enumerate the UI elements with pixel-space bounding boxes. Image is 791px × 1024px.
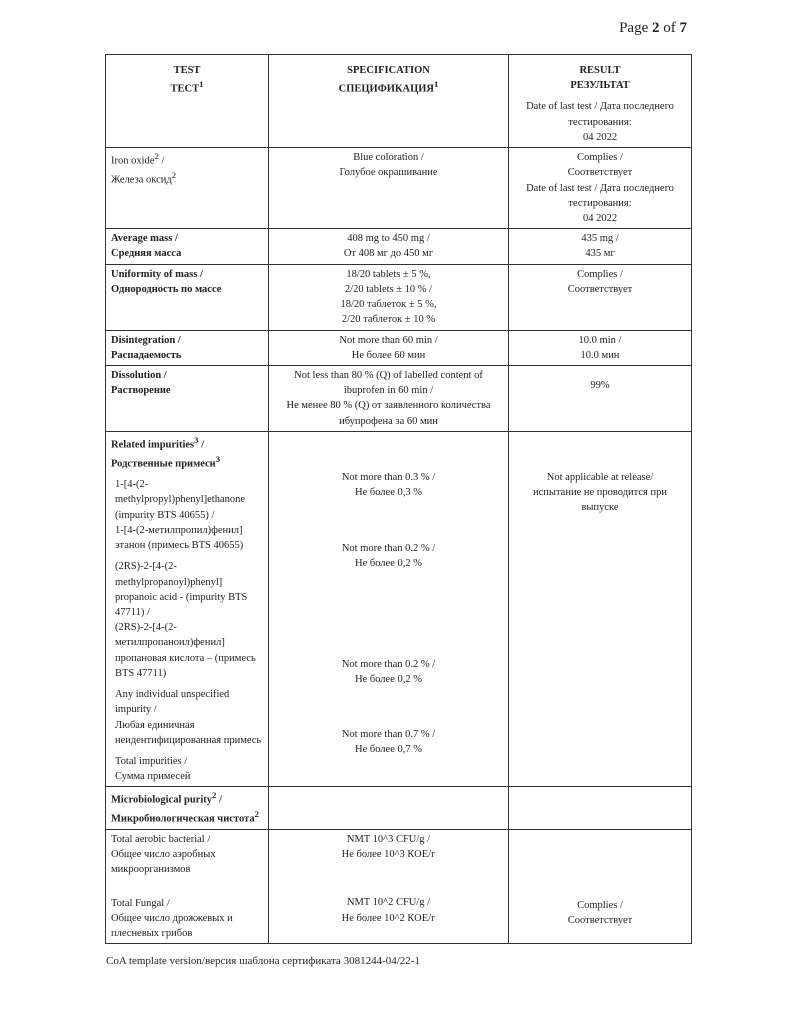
coa-table [105,54,692,944]
table-row-average-mass: Average mass / Средняя масса 408 mg to 450 mg / От 408 мг до 450 мг 435 mg / 435 мг [106,229,692,264]
table-header-row [106,55,692,148]
table-row-iron-oxide: Iron oxide$^2$ / Железа оксид$^2$ Blue coloration / Голубое окрашивание Complies / Соответствует Date of last test / Дата последнего тестирования: 04 2022 [106,148,692,229]
table-row-related-impurities: Related impurities$^3$ / Родственные примеси$^3$ 1-[4-(2-methylpropyl)phenyl]ethanone (impurity BTS 40655) / 1-[4-(2-метилпропил)фенил] этанон (примесь BTS 40655) (2RS)-2-[4-(2-methylpropanoyl)phenyl] propanoic acid - (impurity BTS 47711) / (2RS)-2-[4-(2-метилпропаноил)фенил] пропановая кислота – (примесь BTS 47711) Any individual unspecified impurity / Любая единичная неидентифицированная примесь Total impurities / Сумма примесей Not more than 0.3 % / Не более 0,3 % Not more than 0.2 % / Не более 0,2 % Not more than 0.2 % / Не более 0,2 % Not more than 0.7 % / Не более 0,7 % Not applicable at release/ испытание не проводится при выпуске [106,431,692,787]
table-row-uniformity-of-mass: Uniformity of mass / Однородность по массе 18/20 tablets ± 5 %, 2/20 tablets ± 10 % / 18/20 таблеток ± 5 %, 2/20 таблеток ± 10 % Complies / Соответствует [106,264,692,330]
table-row-aerobic-bacterial: Total aerobic bacterial / Общее число аэробных микроорганизмов Total Fungal / Общее число дрожжевых и плесневых грибов NMT 10^3 CFU/g / Не более 10^3 КОЕ/г NMT 10^2 CFU/g / Не более 10^2 КОЕ/г Complies / Соответствует [106,829,692,943]
header-test: TEST ТЕСТ$^1$ [106,55,269,148]
footer-template-version: CoA template version/версия шаблона сертификата 3081244-04/22-1 [106,955,420,967]
table-row-disintegration: Disintegration / Распадаемость Not more than 60 min / Не более 60 мин 10.0 min / 10.0 мин [106,330,692,365]
table-row-dissolution: Dissolution / Растворение Not less than 80 % (Q) of labelled content of ibuprofen in 60 min / Не менее 80 % (Q) от заявленного количества ибупрофена за 60 мин 99% [106,365,692,431]
header-result: RESULT РЕЗУЛЬТАТ Date of last test / Дата последнего тестирования: 04 2022 [509,55,692,148]
header-specification: SPECIFICATION СПЕЦИФИКАЦИЯ$^1$ [269,55,509,148]
page-number: Page 2 of 7 [619,20,687,36]
table-row-microbiological-purity: Microbiological purity$^2$ / Микробиологическая чистота$^2$ [106,787,692,829]
